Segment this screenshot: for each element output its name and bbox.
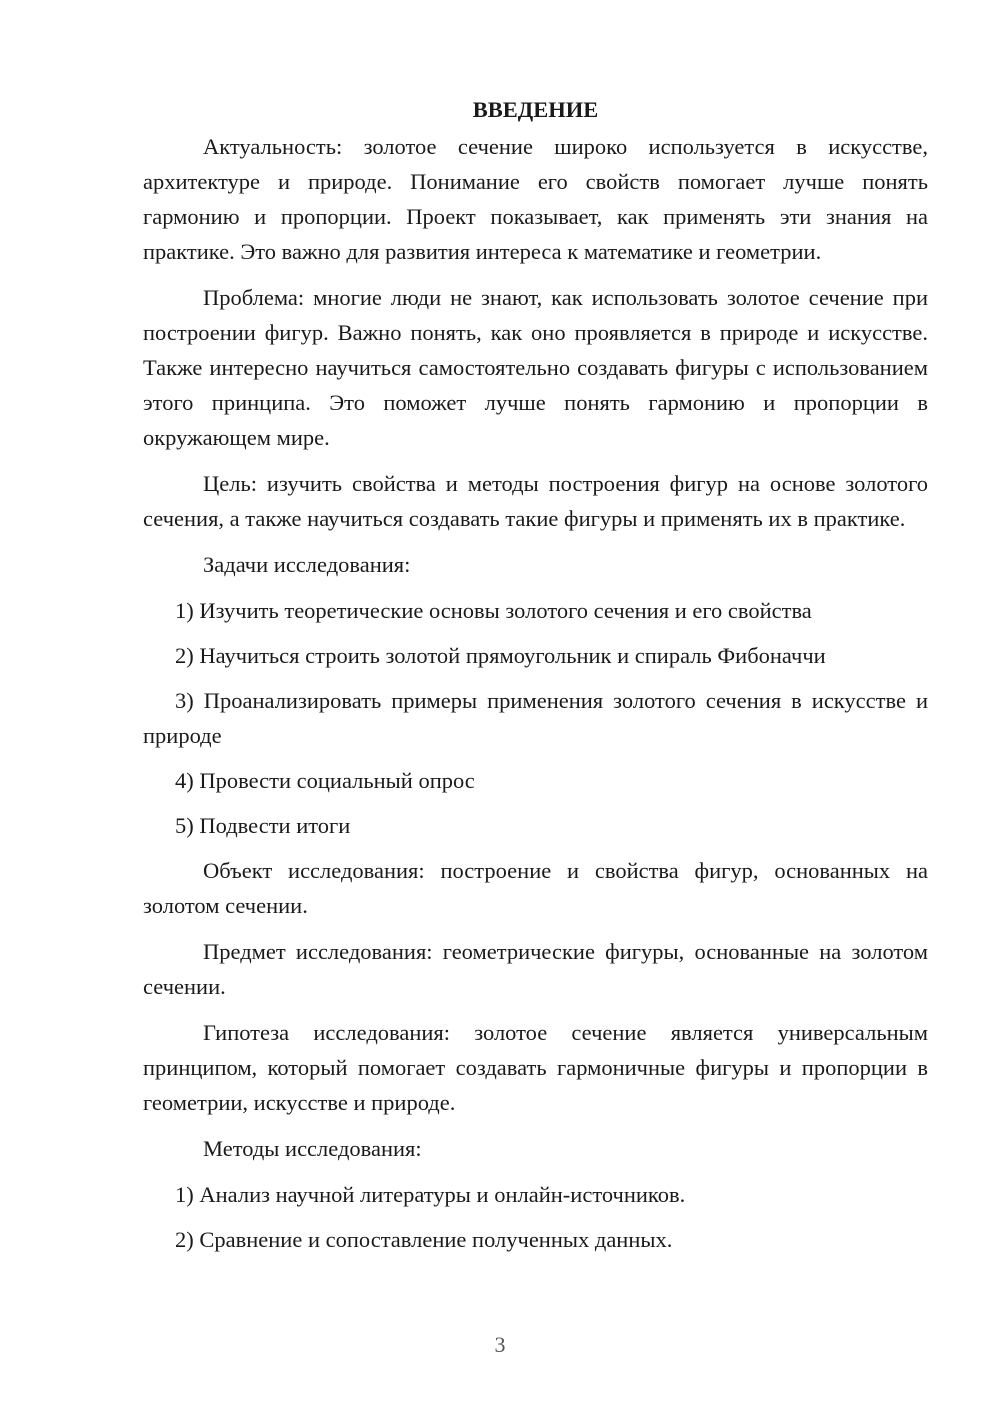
subject-paragraph: Предмет исследования: геометрические фигуры, основанные на золотом сечении.	[143, 939, 928, 999]
method-item: 1) Анализ научной литературы и онлайн-источников.	[175, 1182, 686, 1207]
relevance-paragraph: Актуальность: золотое сечение широко используется в искусстве, архитектуре и природе. Понимание его свойств помогает лучше понять гармонию и пропорции. Проект показывает, как применять эти знания на практике. Это важно для развития интереса к математике и геометрии.	[143, 134, 928, 264]
task-item: 3) Проанализировать примеры применения золотого сечения в искусстве и природе	[143, 688, 928, 748]
methods-heading: Методы исследования:	[203, 1136, 422, 1161]
task-item: 2) Научиться строить золотой прямоугольник и спираль Фибоначчи	[175, 643, 826, 668]
task-item: 4) Провести социальный опрос	[175, 768, 475, 793]
task-item: 5) Подвести итоги	[175, 813, 351, 838]
hypothesis-paragraph: Гипотеза исследования: золотое сечение является универсальным принципом, который помогает создавать гармоничные фигуры и пропорции в геометрии, искусстве и природе.	[143, 1020, 928, 1115]
object-paragraph: Объект исследования: построение и свойства фигур, основанных на золотом сечении.	[143, 858, 928, 918]
tasks-heading: Задачи исследования:	[203, 552, 411, 577]
page-number: 3	[494, 1332, 506, 1357]
goal-paragraph: Цель: изучить свойства и методы построения фигур на основе золотого сечения, а также научиться создавать такие фигуры и применять их в практике.	[143, 471, 928, 531]
section-title: ВВЕДЕНИЕ	[472, 97, 599, 122]
problem-paragraph: Проблема: многие люди не знают, как использовать золотое сечение при построении фигур. Важно понять, как оно проявляется в природе и искусстве. Также интересно научиться самостоятельно создавать фигуры с использованием этого принципа. Это поможет лучше понять гармонию и пропорции в окружающем мире.	[143, 285, 928, 450]
task-item: 1) Изучить теоретические основы золотого сечения и его свойства	[175, 598, 812, 623]
method-item: 2) Сравнение и сопоставление полученных данных.	[175, 1227, 673, 1252]
document-page	[143, 92, 928, 1267]
